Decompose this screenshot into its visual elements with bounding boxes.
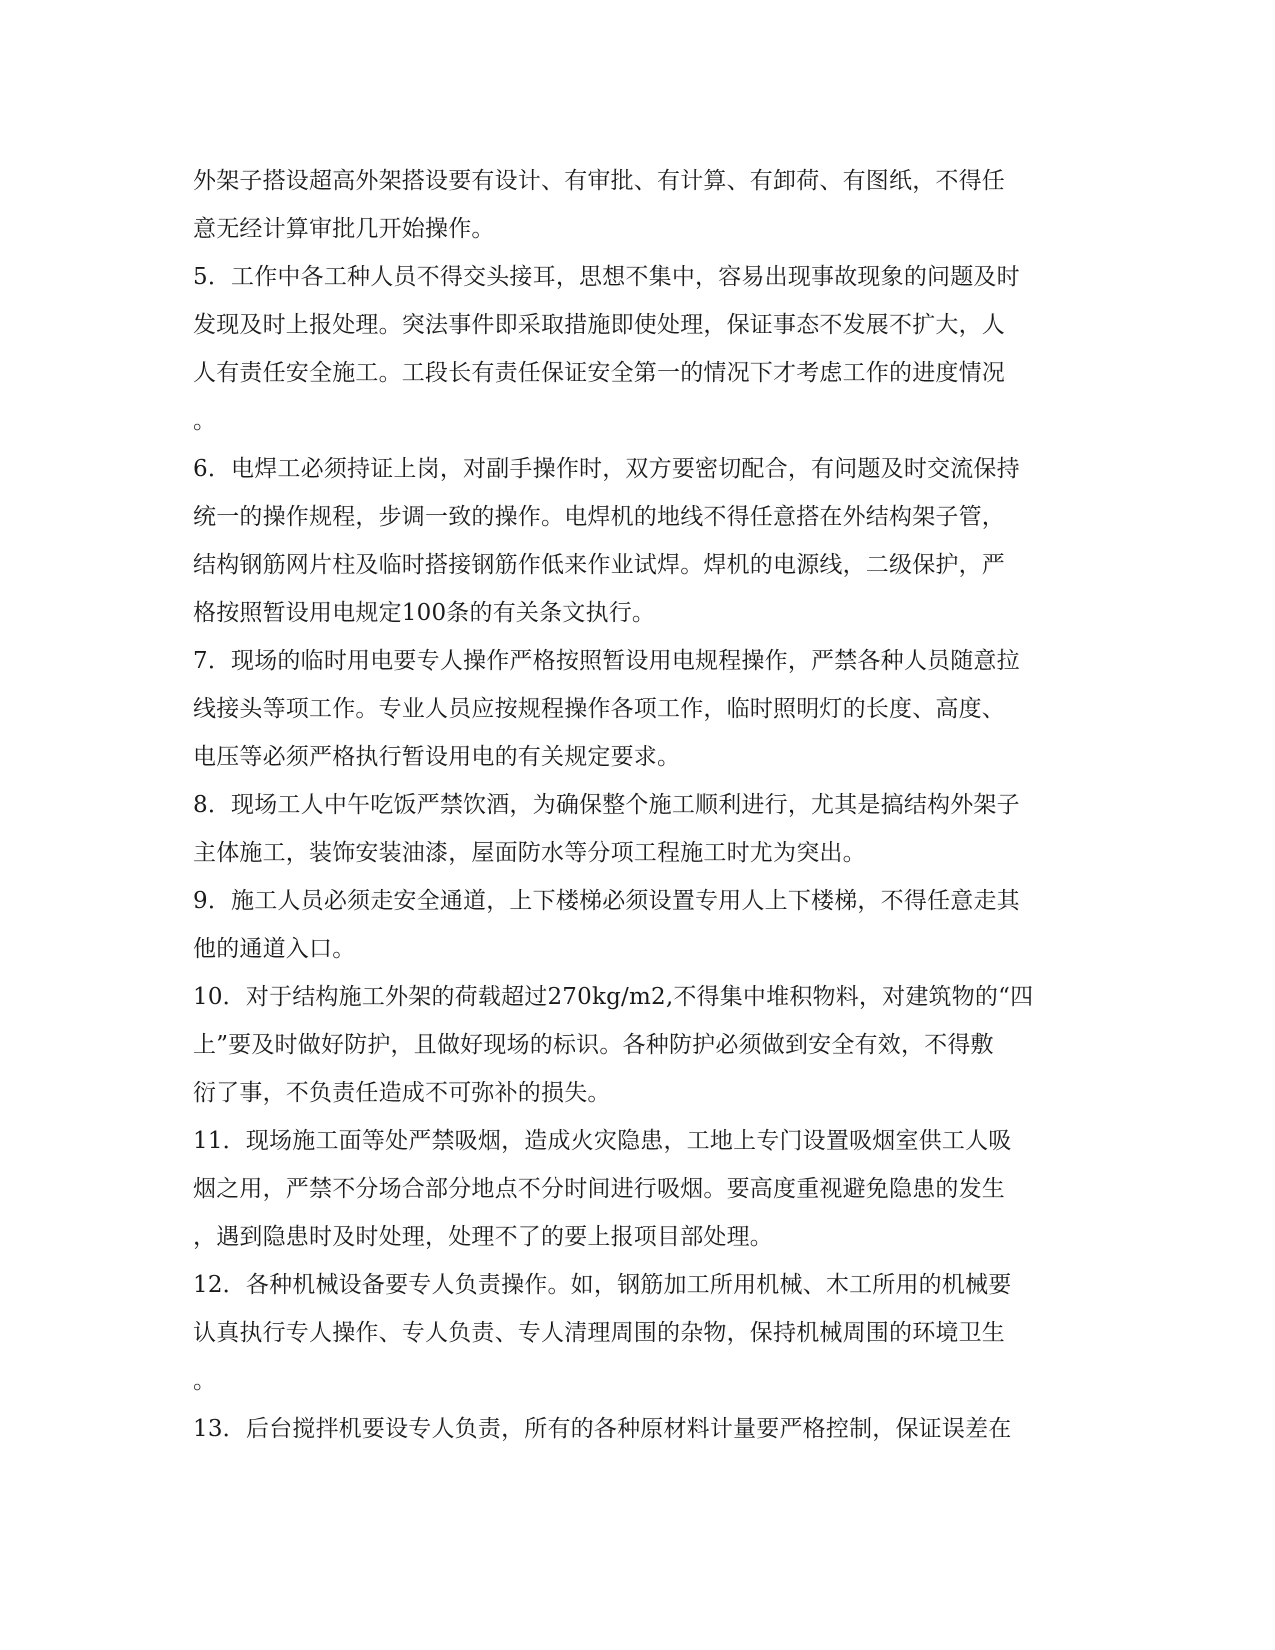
text-line: 11．现场施工面等处严禁吸烟，造成火灾隐患，工地上专门设置吸烟室供工人吸: [193, 1128, 1012, 1154]
text-line: 7．现场的临时用电要专人操作严格按照暂设用电规程操作，严禁各种人员随意拉: [193, 648, 1020, 674]
text-line: 8．现场工人中午吃饭严禁饮酒，为确保整个施工顺利进行，尤其是搞结构外架子: [193, 792, 1020, 818]
text-line: 电压等必须严格执行暂设用电的有关规定要求。: [193, 744, 681, 770]
text-line: 外架子搭设超高外架搭设要有设计、有审批、有计算、有卸荷、有图纸，不得任: [193, 168, 1005, 194]
text-line: 结构钢筋网片柱及临时搭接钢筋作低来作业试焊。焊机的电源线，二级保护，严: [193, 552, 1005, 578]
text-line: 认真执行专人操作、专人负责、专人清理周围的杂物，保持机械周围的环境卫生: [193, 1320, 1005, 1346]
text-line: 他的通道入口。: [193, 936, 356, 962]
text-line: 格按照暂设用电规定100条的有关条文执行。: [193, 600, 656, 626]
text-line: 主体施工，装饰安装油漆，屋面防水等分项工程施工时尤为突出。: [193, 840, 866, 866]
text-line: 12．各种机械设备要专人负责操作。如，钢筋加工所用机械、木工所用的机械要: [193, 1272, 1012, 1298]
text-line: 烟之用，严禁不分场合部分地点不分时间进行吸烟。要高度重视避免隐患的发生: [193, 1176, 1005, 1202]
body-text: [193, 157, 1073, 1453]
text-line: 。: [193, 1368, 217, 1394]
text-line: 发现及时上报处理。突法事件即采取措施即使处理，保证事态不发展不扩大，人: [193, 312, 1005, 338]
text-line: 衍了事，不负责任造成不可弥补的损失。: [193, 1080, 611, 1106]
text-line: 9．施工人员必须走安全通道，上下楼梯必须设置专用人上下楼梯，不得任意走其: [193, 888, 1020, 914]
text-line: 10．对于结构施工外架的荷载超过270kg/m2,不得集中堆积物料，对建筑物的“四: [193, 984, 1034, 1010]
text-line: 6．电焊工必须持证上岗，对副手操作时，双方要密切配合，有问题及时交流保持: [193, 456, 1020, 482]
text-line: 13．后台搅拌机要设专人负责，所有的各种原材料计量要严格控制，保证误差在: [193, 1416, 1012, 1442]
text-line: 统一的操作规程，步调一致的操作。电焊机的地线不得任意搭在外结构架子管，: [193, 504, 1005, 530]
text-line: 线接头等项工作。专业人员应按规程操作各项工作，临时照明灯的长度、高度、: [193, 696, 1005, 722]
text-line: 。: [193, 408, 217, 434]
text-line: ，遇到隐患时及时处理，处理不了的要上报项目部处理。: [193, 1224, 773, 1250]
text-line: 上”要及时做好防护，且做好现场的标识。各种防护必须做到安全有效，不得敷: [193, 1032, 994, 1058]
text-line: 5．工作中各工种人员不得交头接耳，思想不集中，容易出现事故现象的问题及时: [193, 264, 1020, 290]
text-line: 人有责任安全施工。工段长有责任保证安全第一的情况下才考虑工作的进度情况: [193, 360, 1005, 386]
text-line: 意无经计算审批几开始操作。: [193, 216, 495, 242]
